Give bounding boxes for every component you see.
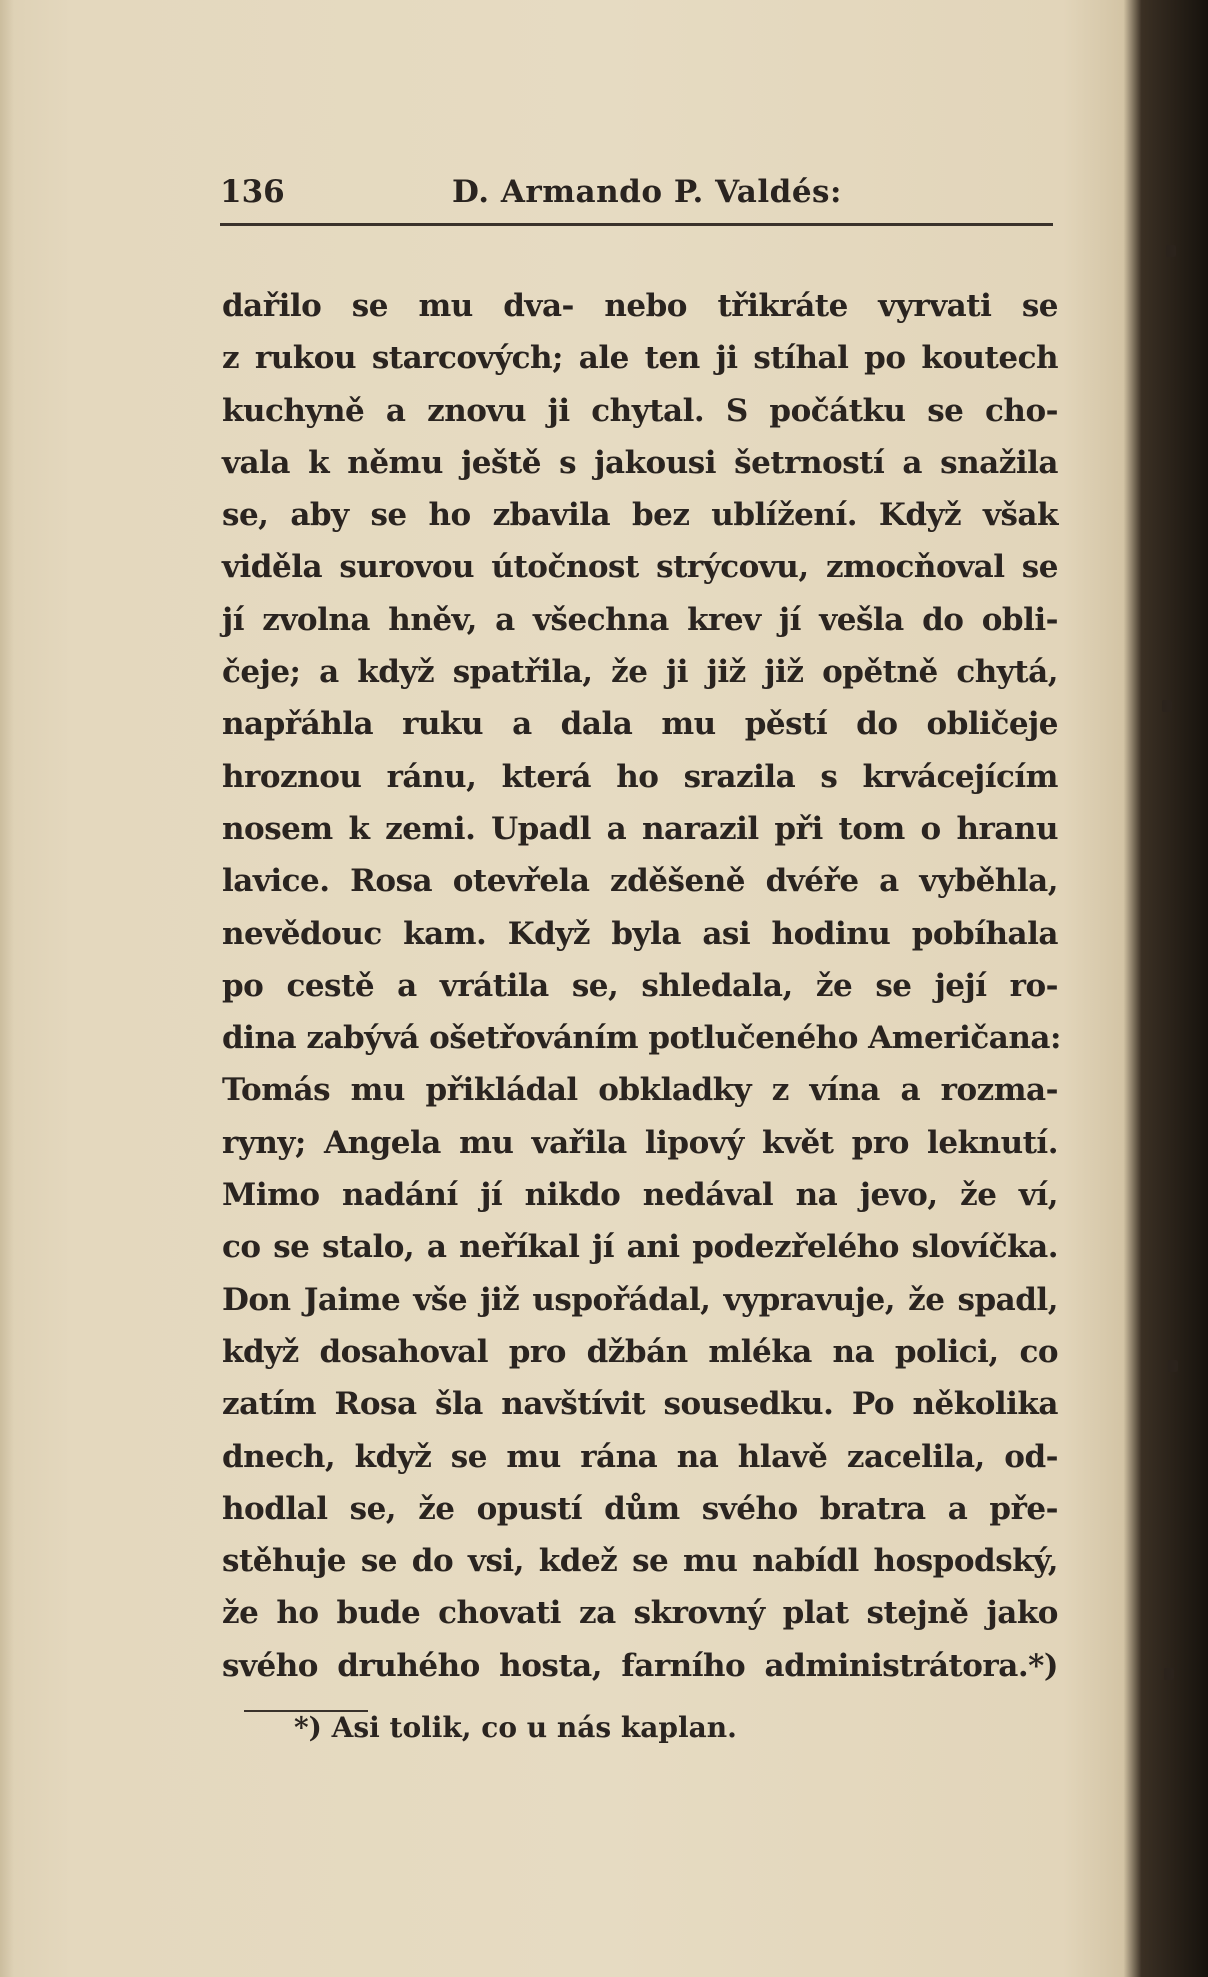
- text-line: dnech, když se mu rána na hlavě zacelila, od-: [222, 1438, 1058, 1475]
- text-line: hroznou ránu, která ho srazila s krvácejícím: [222, 758, 1058, 795]
- text-line: dařilo se mu dva- nebo třikráte vyrvati se: [222, 288, 1058, 324]
- header-rule: [220, 223, 1053, 226]
- text-line: svého druhého hosta, farního administrátora.*): [222, 1647, 1058, 1684]
- edge-mark: [1162, 700, 1172, 712]
- edge-mark: [1164, 1668, 1174, 1680]
- text-line: zatím Rosa šla navštívit sousedku. Po několika: [222, 1386, 1058, 1423]
- text-line: čeje; a když spatřila, že ji již již opětně chytá,: [222, 654, 1058, 691]
- text-line: lavice. Rosa otevřela zděšeně dvéře a vyběhla,: [222, 863, 1058, 900]
- text-line: Tomás mu přikládal obkladky z vína a rozma-: [222, 1072, 1058, 1109]
- page-edge-shadow: [0, 0, 14, 1977]
- text-line: hodlal se, že opustí dům svého bratra a pře-: [222, 1490, 1058, 1527]
- text-line: vala k němu ještě s jakousi šetrností a snažila: [222, 444, 1058, 481]
- text-line: Don Jaime vše již uspořádal, vypravuje, že spadl,: [222, 1281, 1058, 1318]
- text-line: napřáhla ruku a dala mu pěstí do obličeje: [222, 706, 1058, 743]
- body-text: [222, 280, 1061, 1692]
- text-line: Mimo nadání jí nikdo nedával na jevo, že ví,: [222, 1177, 1058, 1214]
- text-line: nevědouc kam. Když byla asi hodinu pobíhala: [222, 915, 1058, 952]
- text-line: co se stalo, a neříkal jí ani podezřelého slovíčka.: [222, 1229, 1058, 1266]
- text-line: ryny; Angela mu vařila lipový květ pro leknutí.: [222, 1124, 1058, 1161]
- page-number: 136: [220, 174, 285, 210]
- text-line: jí zvolna hněv, a všechna krev jí vešla do obli-: [222, 601, 1058, 638]
- text-line: dina zabývá ošetřováním potlučeného Američana:: [222, 1020, 1061, 1057]
- text-line: nosem k zemi. Upadl a narazil při tom o hranu: [222, 810, 1058, 847]
- text-line: se, aby se ho zbavila bez ublížení. Když však: [222, 497, 1058, 534]
- text-line: z rukou starcových; ale ten ji stíhal po koutech: [222, 340, 1058, 377]
- text-line: po cestě a vrátila se, shledala, že se její ro-: [222, 967, 1058, 1004]
- text-line: stěhuje se do vsi, kdež se mu nabídl hospodský,: [222, 1543, 1058, 1580]
- text-line: kuchyně a znovu ji chytal. S počátku se cho-: [222, 392, 1058, 429]
- text-line: viděla surovou útočnost strýcovu, zmocňoval se: [222, 549, 1058, 586]
- edge-mark: [1166, 245, 1176, 257]
- text-line: že ho bude chovati za skrovný plat stejně jako: [222, 1595, 1058, 1632]
- running-head: D. Armando P. Valdés:: [452, 174, 842, 210]
- footnote: *) Asi tolik, co u nás kaplan.: [294, 1711, 737, 1744]
- edge-mark: [1168, 1360, 1178, 1372]
- page-header: [220, 170, 1053, 222]
- text-line: když dosahoval pro džbán mléka na polici, co: [222, 1333, 1058, 1370]
